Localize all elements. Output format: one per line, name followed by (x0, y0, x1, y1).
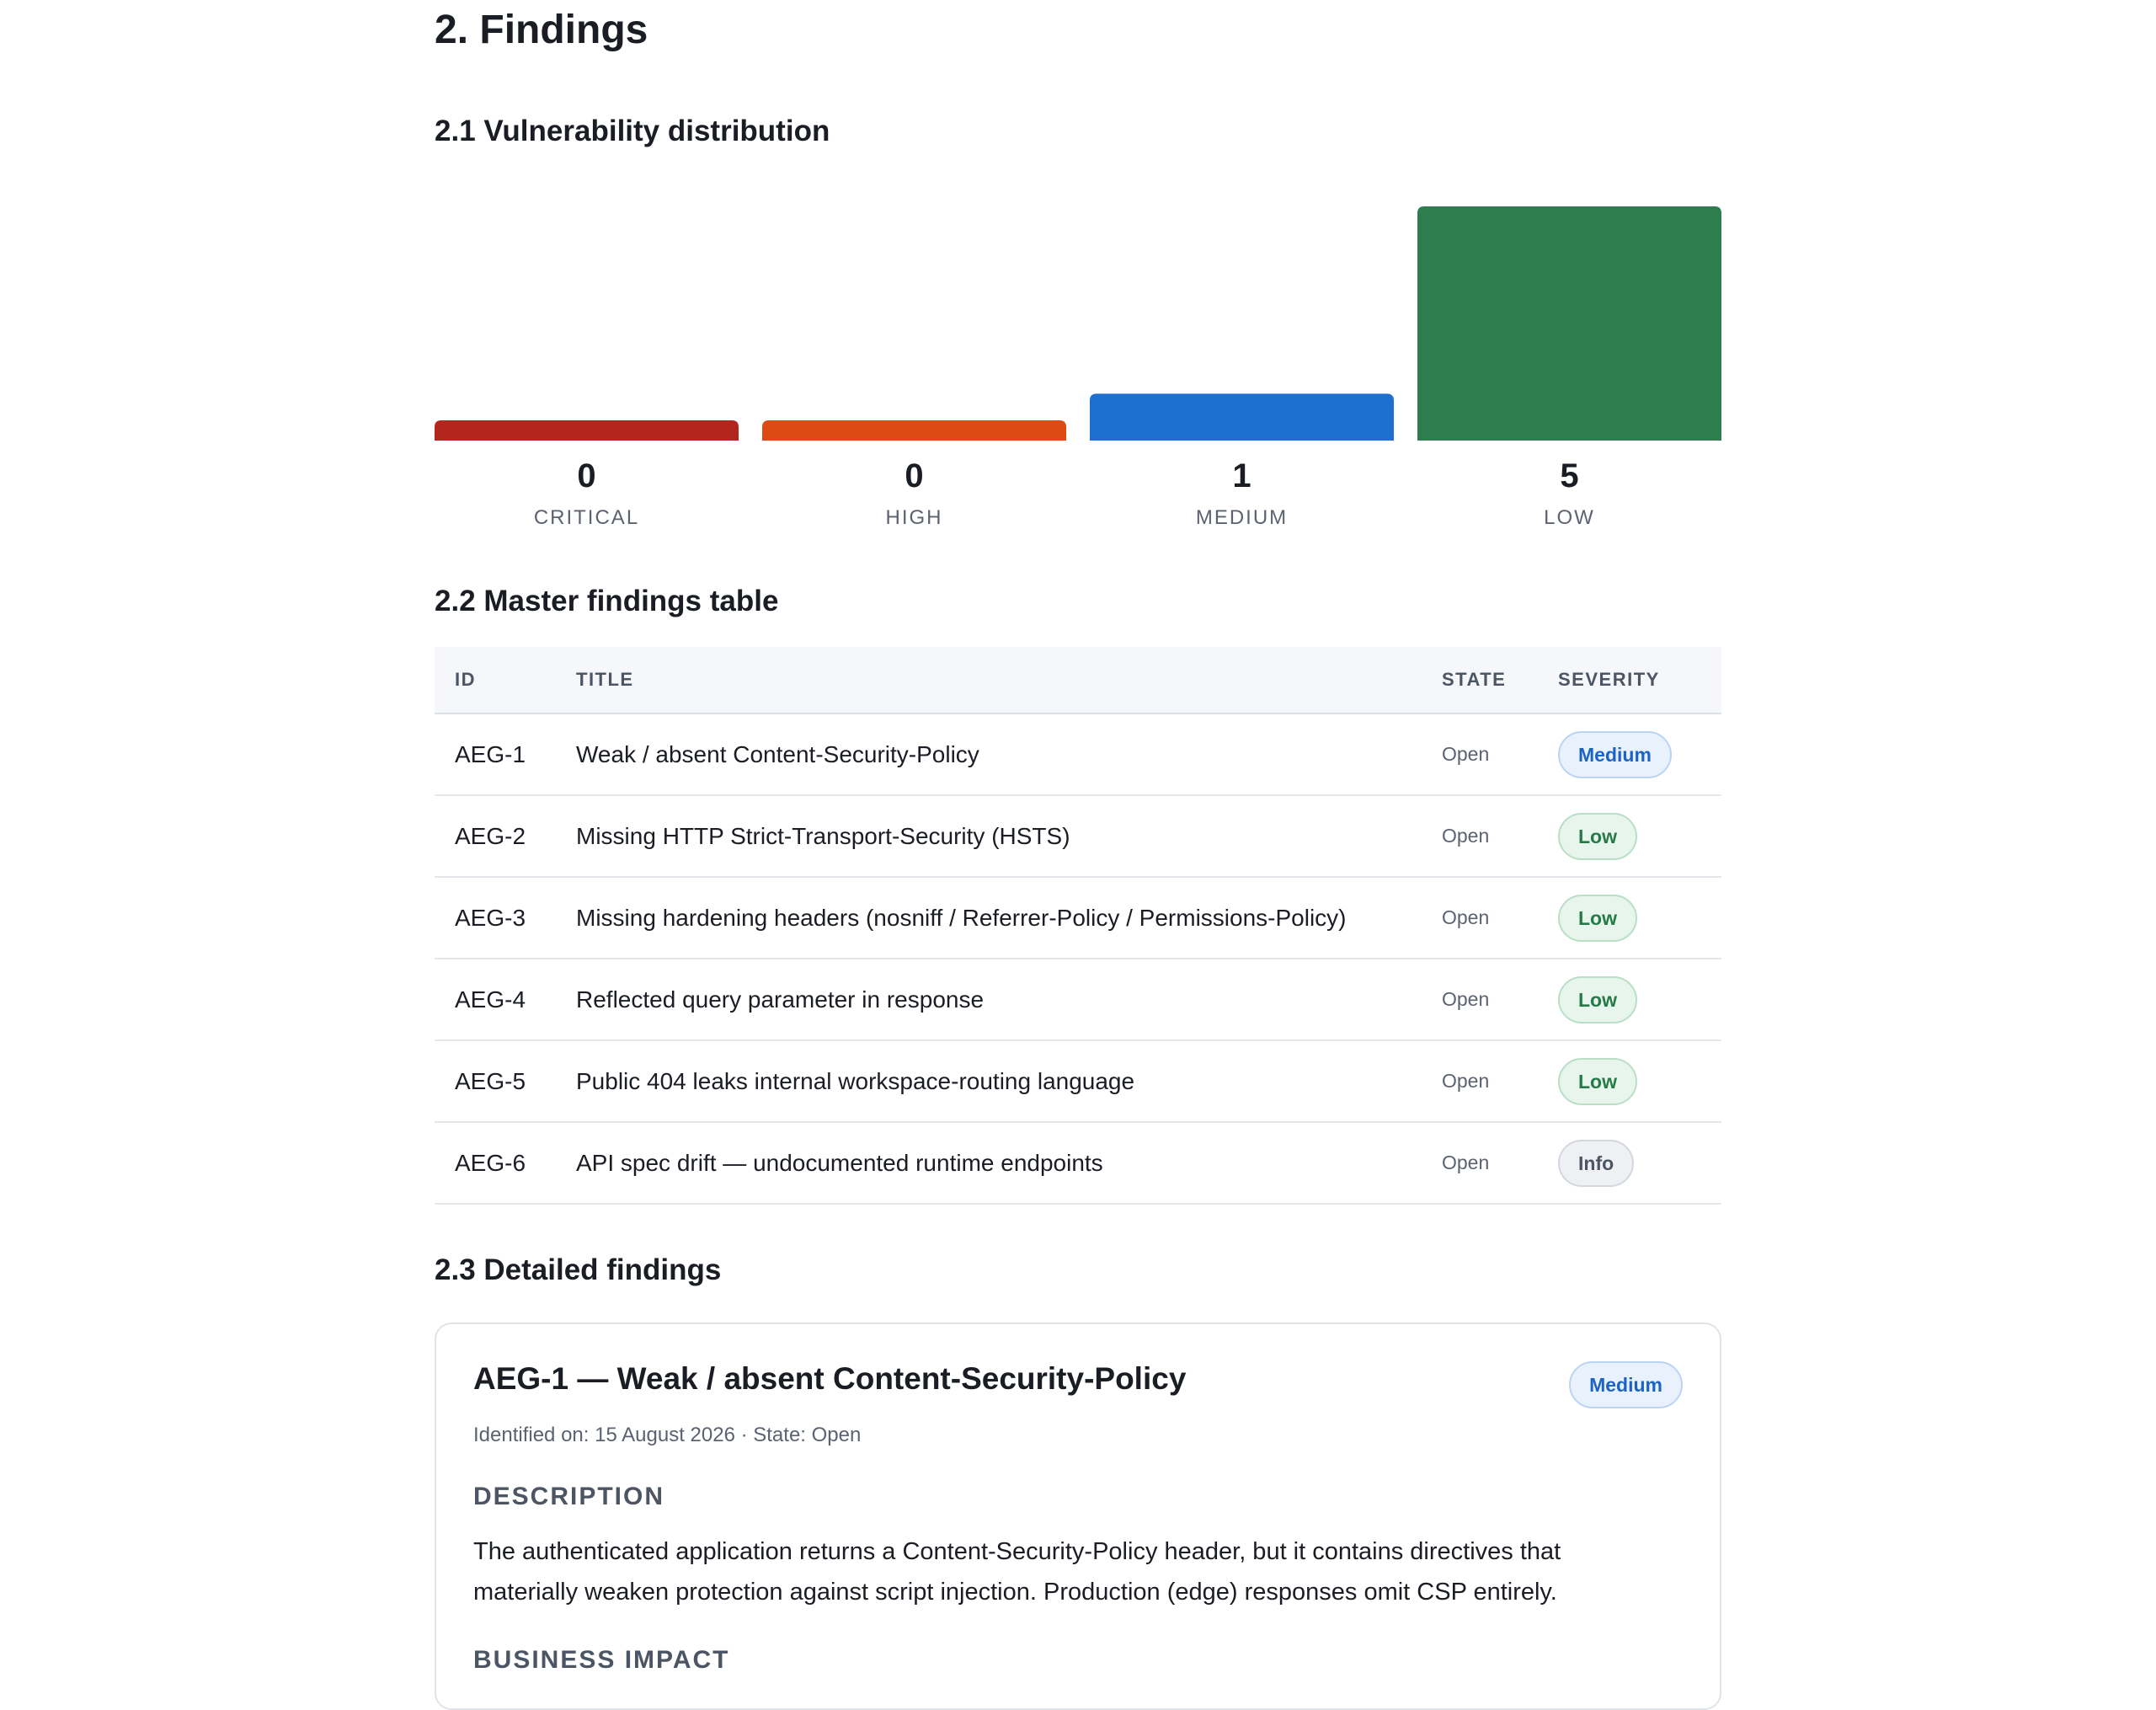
finding-id: AEG-4 (435, 959, 556, 1040)
bar-value-high: 0 (905, 457, 924, 494)
finding-card-title: AEG-1 — Weak / absent Content-Security-Policy (473, 1361, 1187, 1396)
bar-value-critical: 0 (577, 457, 596, 494)
column-header-id: ID (435, 647, 556, 713)
page-title: 2. Findings (435, 8, 648, 52)
bar-value-medium: 1 (1232, 457, 1251, 494)
finding-state: Open (1422, 1122, 1538, 1204)
bar-low (1417, 206, 1721, 441)
column-header-title: TITLE (556, 647, 1422, 713)
column-header-severity: SEVERITY (1538, 647, 1721, 713)
finding-state: Open (1422, 713, 1538, 795)
finding-severity-cell (1538, 877, 1721, 959)
column-header-state: STATE (1422, 647, 1538, 713)
severity-badge: Low (1558, 813, 1637, 860)
table-row (435, 959, 1721, 1040)
severity-badge: Info (1558, 1140, 1634, 1187)
severity-badge: Medium (1558, 731, 1672, 778)
description-label: DESCRIPTION (473, 1483, 665, 1510)
finding-id: AEG-5 (435, 1040, 556, 1122)
business-impact-label: BUSINESS IMPACT (473, 1646, 730, 1674)
table-row (435, 1040, 1721, 1122)
finding-severity-cell (1538, 1040, 1721, 1122)
finding-id: AEG-3 (435, 877, 556, 959)
table-row (435, 1122, 1721, 1204)
master-table-heading: 2.2 Master findings table (435, 585, 779, 617)
distribution-heading: 2.1 Vulnerability distribution (435, 115, 830, 147)
findings-table (435, 647, 1721, 1205)
finding-id: AEG-1 (435, 713, 556, 795)
bar-value-low: 5 (1560, 457, 1579, 494)
finding-state: Open (1422, 877, 1538, 959)
finding-title: Public 404 leaks internal workspace-routing language (556, 1040, 1422, 1122)
bar-label-low: LOW (1544, 506, 1595, 529)
table-row (435, 795, 1721, 877)
finding-severity-cell (1538, 795, 1721, 877)
bar-critical (435, 420, 739, 441)
finding-severity-cell (1538, 1122, 1721, 1204)
finding-id: AEG-6 (435, 1122, 556, 1204)
severity-badge: Low (1558, 895, 1637, 942)
severity-badge: Low (1558, 1058, 1637, 1105)
finding-title: API spec drift — undocumented runtime endpoints (556, 1122, 1422, 1204)
description-text: The authenticated application returns a Content-Security-Policy header, but it contains directives that materially weaken protection against script injection. Production (edge) responses omit CSP entirely. (473, 1538, 1561, 1606)
finding-title: Missing hardening headers (nosniff / Referrer-Policy / Permissions-Policy) (556, 877, 1422, 959)
severity-bar-chart (435, 194, 1721, 539)
finding-meta: Identified on: 15 August 2026 · State: Open (473, 1424, 862, 1446)
severity-badge: Low (1558, 976, 1637, 1023)
bar-label-critical: CRITICAL (533, 506, 640, 529)
table-row (435, 877, 1721, 959)
finding-title: Weak / absent Content-Security-Policy (556, 713, 1422, 795)
severity-badge: Medium (1569, 1361, 1683, 1408)
bar-label-high: HIGH (885, 506, 943, 529)
finding-state: Open (1422, 1040, 1538, 1122)
detailed-findings-heading: 2.3 Detailed findings (435, 1253, 722, 1286)
table-header-row (435, 647, 1721, 713)
bar-high (762, 420, 1066, 441)
finding-severity-cell (1538, 713, 1721, 795)
finding-state: Open (1422, 795, 1538, 877)
finding-state: Open (1422, 959, 1538, 1040)
finding-title: Reflected query parameter in response (556, 959, 1422, 1040)
table-row (435, 713, 1721, 795)
bar-medium (1090, 393, 1394, 441)
finding-severity-cell (1538, 959, 1721, 1040)
finding-title: Missing HTTP Strict-Transport-Security (HSTS) (556, 795, 1422, 877)
finding-card (435, 1323, 1721, 1710)
bar-label-medium: MEDIUM (1195, 506, 1289, 529)
finding-id: AEG-2 (435, 795, 556, 877)
